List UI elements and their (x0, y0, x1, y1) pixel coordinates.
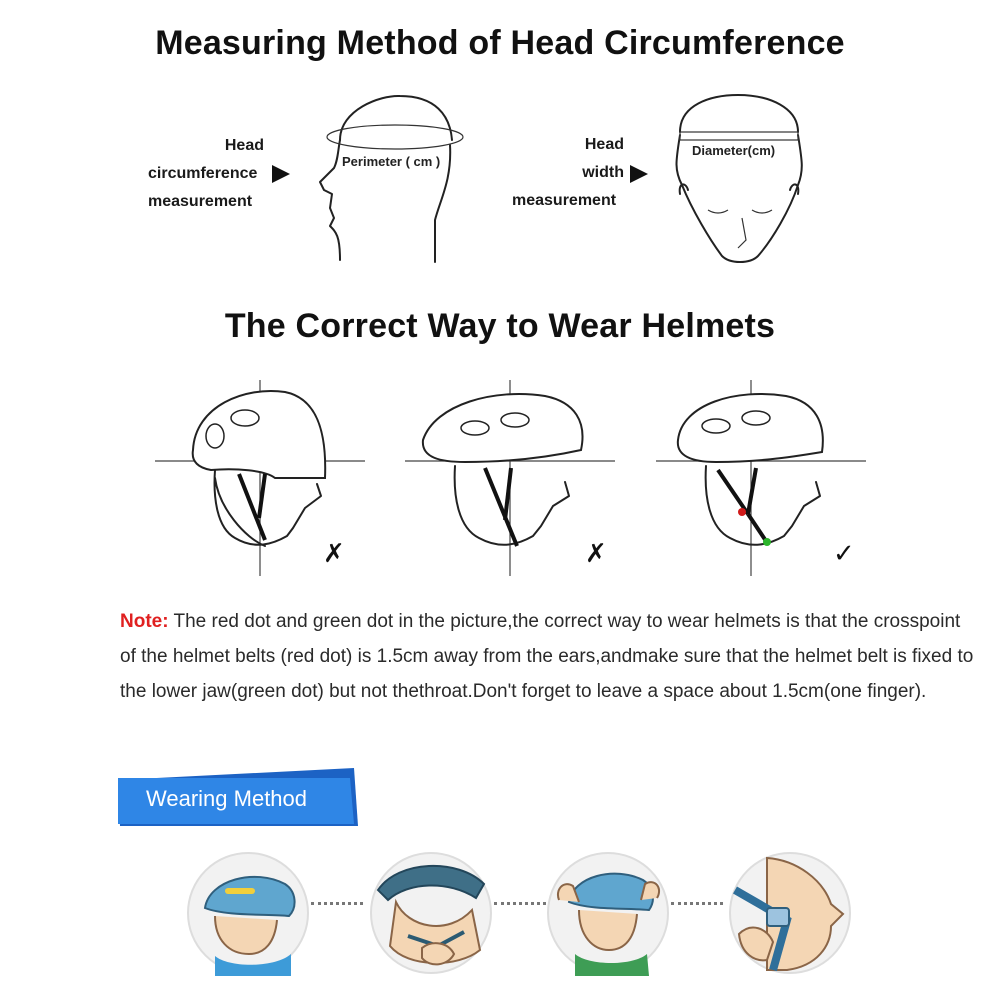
step-put-on-helmet (185, 850, 311, 976)
perimeter-label: Perimeter ( cm ) (342, 154, 441, 169)
wearing-method-label: Wearing Method (146, 786, 308, 811)
step-connector (494, 902, 546, 905)
circumference-label (148, 132, 264, 216)
circumference-label-line1: Head (224, 137, 264, 154)
head-profile-diagram (300, 90, 490, 280)
arrow-right-icon (628, 163, 650, 185)
note-paragraph (120, 604, 980, 709)
step-check-strap (727, 850, 853, 976)
diameter-label: Diameter(cm) (692, 143, 776, 158)
red-dot (738, 508, 746, 516)
correct-mark-icon: ✓ (833, 538, 855, 568)
step-connector (311, 902, 363, 905)
arrow-right-icon (270, 163, 292, 185)
step-fasten-buckle (368, 850, 494, 976)
wrong-mark-icon: ✗ (323, 538, 345, 568)
step-connector (671, 902, 723, 905)
note-prefix: Note: (120, 611, 169, 632)
page-title-measuring: Measuring Method of Head Circumference (155, 24, 845, 62)
width-label-line3: measurement (512, 192, 617, 209)
wrong-mark-icon: ✗ (585, 538, 607, 568)
width-label (512, 131, 624, 215)
width-label-line1: Head (584, 136, 624, 153)
head-front-diagram (660, 90, 820, 270)
note-text: The red dot and green dot in the picture,the correct way to wear helmets is that the crosspoint of the helmet belts (red dot) is 1.5cm away from the ears,andmake sure that the helmet belt is fixed to the lower jaw(green dot) but not thethroat.Don't forget to leave a space about 1.5cm(one finger). (120, 611, 974, 702)
step-adjust-fit (545, 850, 671, 976)
circumference-label-line2: circumference (148, 165, 258, 182)
page-title-correct-way: The Correct Way to Wear Helmets (224, 307, 776, 345)
circumference-label-line3: measurement (148, 193, 253, 210)
green-dot (763, 538, 771, 546)
width-label-line2: width (582, 164, 624, 181)
